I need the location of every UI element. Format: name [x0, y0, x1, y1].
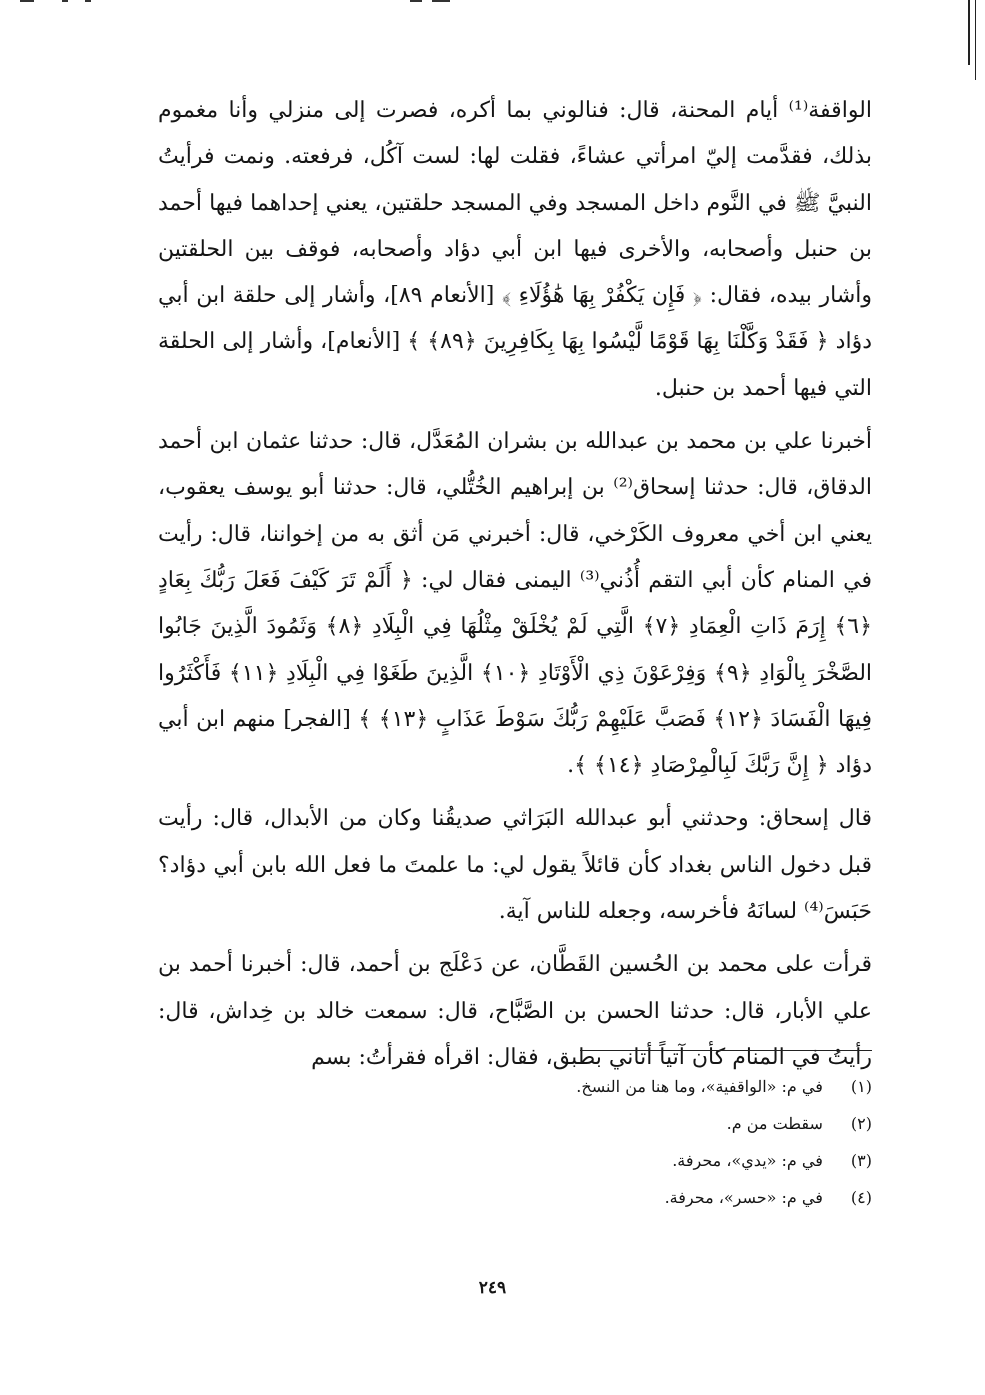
footnote-number: (٢): [850, 1114, 872, 1133]
footnote-number: (١): [850, 1077, 872, 1096]
scan-edge-line: [975, 0, 976, 80]
paragraph: أخبرنا علي بن محمد بن عبدالله بن بشران المُعَدَّل، قال: حدثنا عثمان ابن أحمد الدقاق، قال: حدثنا إسحاق⁽²⁾ بن إبراهيم الخُتُّلي، قال: حدثنا أبو يوسف يعقوب، يعني ابن أخي معروف الكَرْخي، قال: أخبرني مَن أثق به من إخواننا، قال: رأيت في المنام كأن أبي التقم أُذُني⁽³⁾ اليمنى فقال لي: ﴿ أَلَمْ تَرَ كَيْفَ فَعَلَ رَبُّكَ بِعَادٍ ﴿٦﴾ إِرَمَ ذَاتِ الْعِمَادِ ﴿٧﴾ الَّتِي لَمْ يُخْلَقْ مِثْلُهَا فِي الْبِلَادِ ﴿٨﴾ وَثَمُودَ الَّذِينَ جَابُوا الصَّخْرَ بِالْوَادِ ﴿٩﴾ وَفِرْعَوْنَ ذِي الْأَوْتَادِ ﴿١٠﴾ الَّذِينَ طَغَوْا فِي الْبِلَادِ ﴿١١﴾ فَأَكْثَرُوا فِيهَا الْفَسَادَ ﴿١٢﴾ فَصَبَّ عَلَيْهِمْ رَبُّكَ سَوْطَ عَذَابٍ ﴿١٣﴾ ﴾ [الفجر] منهم ابن أبي دؤاد ﴿ إِنَّ رَبَّكَ لَبِالْمِرْصَادِ ﴿١٤﴾ ﴾.: [158, 429, 873, 779]
footnote: [300, 1105, 872, 1142]
footnote-number: (٣): [850, 1151, 872, 1170]
main-text: [158, 88, 872, 1081]
footnote-text: في م: «الواقفية»، وما هنا من النسخ.: [576, 1077, 823, 1096]
page-number: ٢٤٩: [478, 1278, 507, 1298]
scan-edge-line: [968, 0, 970, 65]
scan-mark: [85, 0, 91, 11]
footnote-text: سقطت من م.: [726, 1114, 823, 1133]
footnote-text: في م: «يدي»، محرفة.: [672, 1151, 823, 1170]
footnote-text: في م: «حسر»، محرفة.: [664, 1188, 823, 1207]
footnote-divider: [580, 1050, 872, 1051]
footnote-number: (٤): [850, 1188, 872, 1207]
scan-mark: [20, 0, 34, 11]
paragraph: الواقفة⁽¹⁾ أيام المحنة، قال: فنالوني بما أكره، فصرت إلى منزلي وأنا مغموم بذلك، فقدَّمت إليّ امرأتي عشاءً، فقلت لها: لست آكُل، فرفعته. ونمت فرأيتُ النبيَّ ﷺ في النَّوم داخل المسجد وفي المسجد حلقتين، يعني إحداهما فيها أحمد بن حنبل وأصحابه، والأخرى فيها ابن أبي دؤاد وأصحابه، فوقف بين الحلقتين وأشار بيده، فقال: ﴿ فَإِن يَكْفُرْ بِهَا هَٰؤُلَاءِ ﴾ [الأنعام ٨٩]، وأشار إلى حلقة ابن أبي دؤاد ﴿ فَقَدْ وَكَّلْنَا بِهَا قَوْمًا لَّيْسُوا بِهَا بِكَافِرِينَ ﴿٨٩﴾ ﴾ [الأنعام]، وأشار إلى الحلقة التي فيها أحمد بن حنبل.: [158, 98, 872, 401]
footnote: [300, 1179, 872, 1216]
paragraph: قال إسحاق: وحدثني أبو عبدالله البَرَاثي صديقُنا وكان من الأبدال، قال: رأيت قبل دخول الناس بغداد كأن قائلاً يقول لي: ما علمتَ ما فعل الله بابن أبي دؤاد؟ حَبَسَ⁽⁴⁾ لسانَهُ فأخرسه، وجعله للناس آية.: [158, 806, 872, 925]
footnote: [300, 1142, 872, 1179]
scan-mark: [62, 0, 68, 11]
scan-mark: [410, 0, 422, 11]
scan-mark: [432, 0, 450, 11]
footnotes: [300, 1068, 872, 1216]
footnote: [300, 1068, 872, 1105]
paragraph: قرأت على محمد بن الحُسين القَطَّان، عن دَعْلَج بن أحمد، قال: أخبرنا أحمد بن علي الأبار، قال: حدثنا الحسن بن الصَّبَّاح، قال: سمعت خالد بن خِداش، قال: رأيتُ في المنام كأن آتياً أتاني بطبق، فقال: اقرأه فقرأتُ: بسم: [158, 952, 873, 1070]
